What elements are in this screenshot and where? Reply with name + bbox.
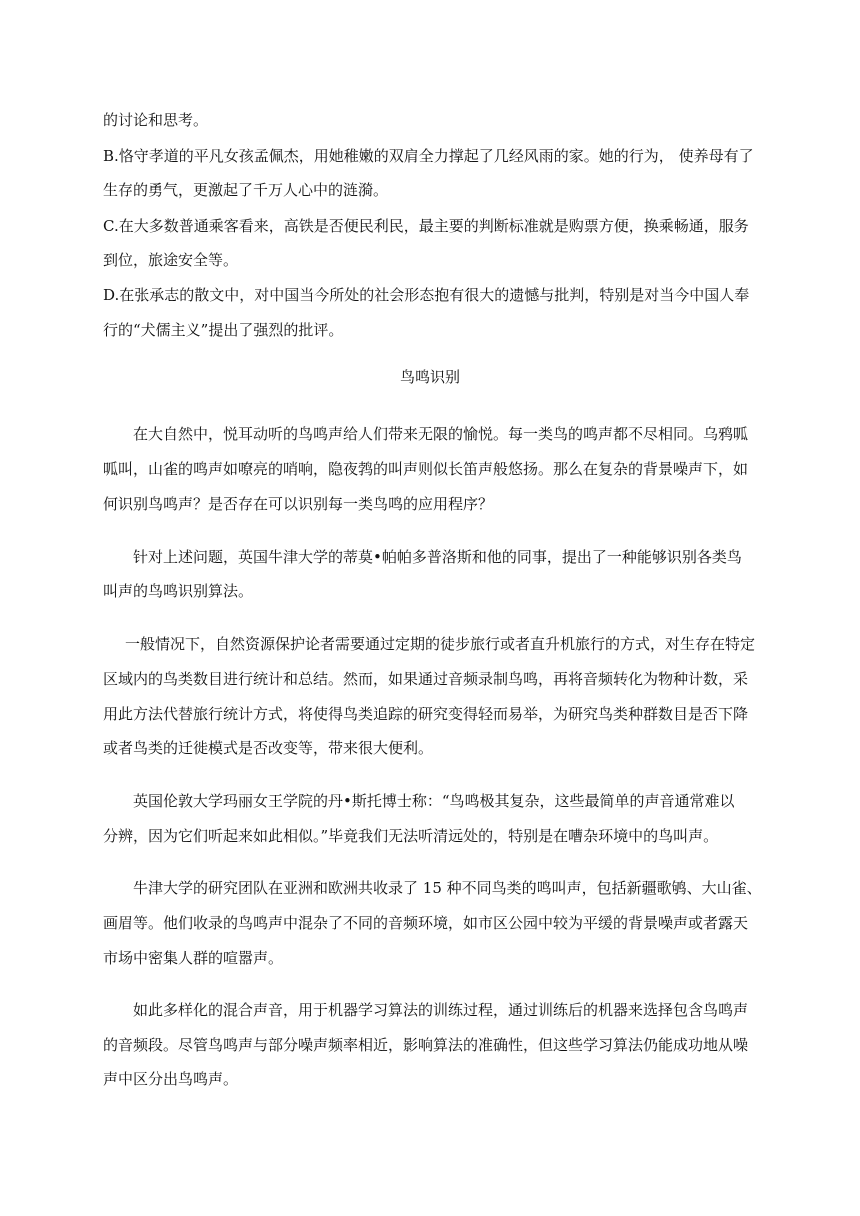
- paragraph-5-line-1: 牛津大学的研究团队在亚洲和欧洲共收录了 15 种不同鸟类的鸣叫声，包括新疆歌鸲、大山雀、: [133, 879, 762, 897]
- paragraph-1-line-1: 在大自然中，悦耳动听的鸟鸣声给人们带来无限的愉悦。每一类鸟的鸣声都不尽相同。乌鸦呱: [133, 425, 749, 443]
- paragraph-2-line-2: 叫声的鸟鸣识别算法。: [103, 582, 254, 600]
- paragraph-4-line-2: 分辨，因为它们听起来如此相似。”毕竟我们无法听清远处的，特别是在嘈杂环境中的鸟叫声。: [103, 827, 719, 845]
- paragraph-3-line-3: 用此方法代替旅行统计方式，将使得鸟类追踪的研究变得轻而易举，为研究鸟类种群数目是否下降: [103, 705, 749, 723]
- option-c-line-1: C.在大多数普通乘客看来，高铁是否便民利民，最主要的判断标准就是购票方便，换乘畅通，服务: [103, 217, 749, 235]
- paragraph-4-line-1: 英国伦敦大学玛丽女王学院的丹•斯托博士称：“鸟鸣极其复杂，这些最简单的声音通常难以: [133, 792, 735, 810]
- paragraph-3-line-2: 区域内的鸟类数目进行统计和总结。然而，如果通过音频录制鸟鸣，再将音频转化为物种计数，采: [103, 670, 749, 688]
- paragraph-5-line-2: 画眉等。他们收录的鸟鸣声中混杂了不同的音频环境，如市区公园中较为平缓的背景噪声或者露天: [103, 914, 749, 932]
- paragraph-6-line-1: 如此多样化的混合声音，用于机器学习算法的训练过程，通过训练后的机器来选择包含鸟鸣声: [133, 1001, 749, 1019]
- paragraph-3-line-4: 或者鸟类的迁徙模式是否改变等，带来很大便利。: [103, 739, 434, 757]
- paragraph-1-line-3: 何识别鸟鸣声？是否存在可以识别每一类鸟鸣的应用程序？: [103, 495, 494, 513]
- option-b-line-2: 生存的勇气，更激起了千万人心中的涟漪。: [103, 181, 389, 199]
- option-b-line-1: B.恪守孝道的平凡女孩孟佩杰，用她稚嫩的双肩全力撑起了几经风雨的家。她的行为， 使养母有了: [103, 147, 754, 165]
- paragraph-1-line-2: 呱叫，山雀的鸣声如嘹亮的哨响，隐夜鹁的叫声则似长笛声般悠扬。那么在复杂的背景噪声下，如: [103, 460, 749, 478]
- article-title: 鸟鸣识别: [399, 368, 460, 386]
- option-c-line-2: 到位，旅途安全等。: [103, 251, 239, 269]
- paragraph-2-line-1: 针对上述问题，英国牛津大学的蒂莫•帕帕多普洛斯和他的同事，提出了一种能够识别各类鸟: [133, 548, 742, 566]
- paragraph-5-line-3: 市场中密集人群的喧嚣声。: [103, 949, 284, 967]
- option-d-line-1: D.在张承志的散文中，对中国当今所处的社会形态抱有很大的遗憾与批判，特别是对当今中国人奉: [103, 286, 750, 304]
- option-a-tail: 的讨论和思考。: [103, 111, 209, 129]
- paragraph-6-line-3: 声中区分出鸟鸣声。: [103, 1070, 239, 1088]
- paragraph-6-line-2: 的音频段。尽管鸟鸣声与部分噪声频率相近，影响算法的准确性，但这些学习算法仍能成功地从噪: [103, 1036, 749, 1054]
- paragraph-3-line-1: 一般情况下，自然资源保护论者需要通过定期的徒步旅行或者直升机旅行的方式，对生存在特定: [125, 635, 756, 653]
- option-d-line-2: 行的“犬儒主义”提出了强烈的批评。: [103, 321, 344, 339]
